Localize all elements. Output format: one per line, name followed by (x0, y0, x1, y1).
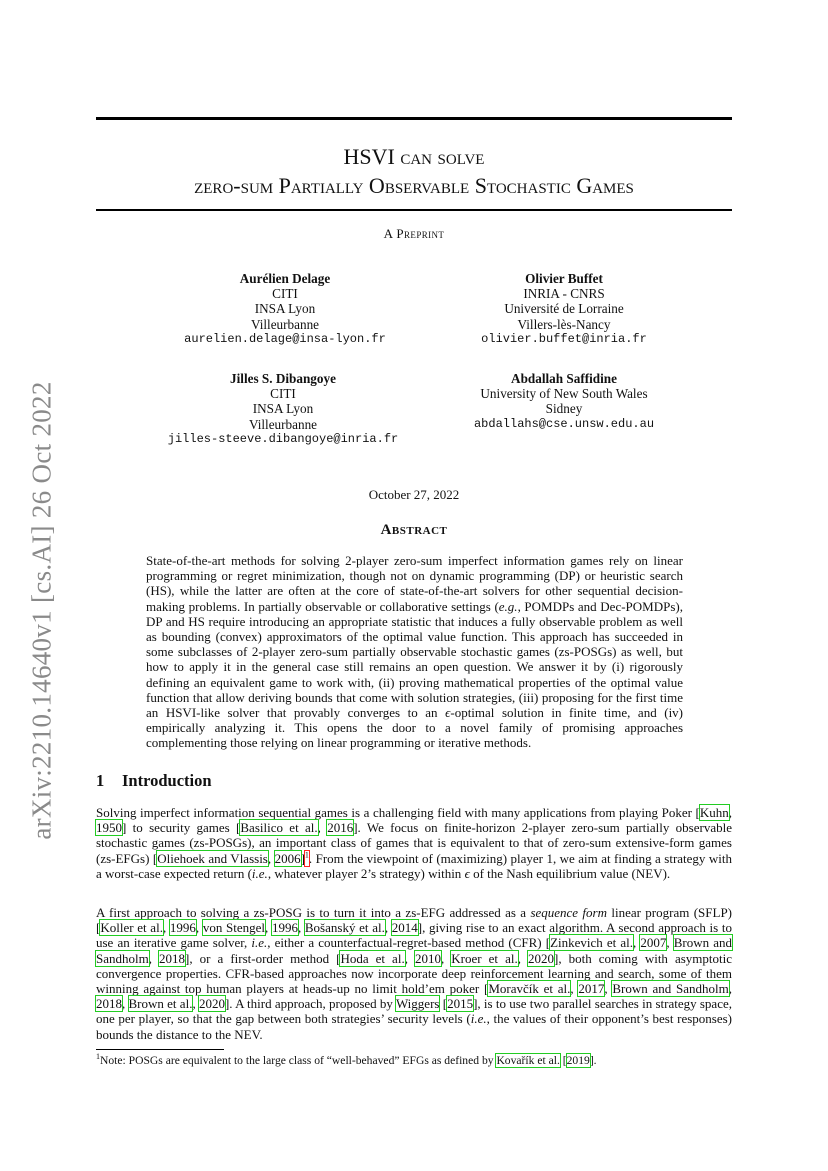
section-number: 1 (96, 771, 105, 790)
intro-paragraph-2: A first approach to solving a zs-POSG is to turn it into a zs-EFG addressed as a sequence form linear program (SFLP) [Koller et al., 1996, von Stengel, 1996, Bošanský et al., 2014], giving rise to an exact algorithm. A second approach is to use an iterative game solver, i.e., either a counterfactual-regret-based method (CFR) [Zinkevich et al., 2007, Brown and Sandholm, 2018], or a first-order method [Hoda et al., 2010, Kroer et al., 2020], both coming with asymptotic convergence properties. CFR-based approaches now incorporate deep reinforcement learning and search, some of them winning against top human players at heads-up no limit hold’em poker [Moravčík et al., 2017, Brown and Sandholm, 2018, Brown et al., 2020]. A third approach, proposed by Wiggers [2015], is to use two parallel searches in strategy space, one per player, so that the gap between both strategies’ security levels (i.e., the values of their opponent’s best responses) bounds the distance to the NEV. (96, 905, 733, 1042)
author-affiliation: INRIA - CNRS (523, 286, 605, 302)
citation-link[interactable]: Koller et al. (100, 920, 163, 936)
title-acronym: HSVI (343, 144, 395, 169)
citation-link[interactable]: 2010 (415, 950, 441, 966)
arxiv-side-stamp (22, 372, 62, 848)
citation-link[interactable]: Wiggers (395, 996, 440, 1012)
author-email: jilles-steeve.dibangoye@inria.fr (167, 431, 399, 446)
citation-link[interactable]: 2007 (640, 935, 667, 951)
citation-link[interactable]: Kuhn (699, 805, 729, 820)
author-block (462, 371, 666, 432)
citation-link[interactable]: Brown and Sandholm (96, 935, 733, 966)
title-top-rule (96, 117, 732, 120)
author-email: abdallahs@cse.unsw.edu.au (473, 416, 655, 431)
citation-link[interactable]: Brown et al. (128, 996, 193, 1012)
section-title: Introduction (122, 771, 212, 790)
author-block (170, 271, 400, 347)
author-affiliation: Villeurbanne (250, 316, 320, 332)
title-bottom-rule (96, 209, 732, 211)
citation-link[interactable]: Hoda et al. (340, 950, 405, 966)
citation-link[interactable]: Kovařík et al. (496, 1054, 560, 1067)
citation-link[interactable]: 2006 (274, 850, 301, 866)
citation-link[interactable]: Basilico et al. (240, 820, 318, 836)
citation-link[interactable]: Bošanský et al. (304, 920, 385, 936)
author-affiliation: Sidney (545, 401, 583, 417)
author-name: Jilles S. Dibangoye (230, 371, 336, 386)
citation-link[interactable]: 2018 (96, 996, 122, 1012)
citation-link[interactable]: 2018 (159, 950, 186, 966)
footnote-mark: 1 (96, 1052, 100, 1062)
citation-link[interactable]: Kroer et al. (451, 950, 518, 966)
author-affiliation: INSA Lyon (252, 401, 314, 417)
abstract-heading: Abstract (380, 522, 448, 538)
author-affiliation: INSA Lyon (254, 301, 316, 317)
author-name: Abdallah Saffidine (511, 371, 617, 386)
preprint-label: A Preprint (383, 226, 445, 241)
footnote: $^1$Note: POSGs are equivalent to the large class of “well-behaved” EFGs as defined by Kovařík et al. [2019]. (96, 1052, 597, 1067)
paper-date: October 27, 2022 (368, 487, 460, 502)
citation-link[interactable]: 1996 (169, 920, 196, 936)
arxiv-identifier: arXiv:2210.14640v1 [cs.AI] 26 Oct 2022 (26, 380, 57, 840)
citation-link[interactable]: 1996 (271, 920, 298, 936)
footnote-link[interactable]: 1 (305, 851, 309, 866)
author-affiliation: CITI (270, 386, 296, 402)
author-block (458, 271, 670, 347)
citation-link[interactable]: Moravčík et al. (488, 981, 571, 997)
citation-link[interactable]: Oliehoek and Vlassis (157, 850, 268, 866)
citation-link[interactable]: 2016 (327, 820, 354, 836)
citation-link[interactable]: Brown and Sandholm (612, 981, 729, 997)
author-affiliation: Villers-lès-Nancy (517, 316, 611, 332)
citation-link[interactable]: 2017 (578, 981, 605, 997)
footnote-rule (96, 1049, 224, 1050)
author-affiliation: Villeurbanne (248, 416, 318, 432)
author-email: olivier.buffet@inria.fr (481, 331, 647, 346)
author-name: Aurélien Delage (239, 271, 331, 286)
author-affiliation: Université de Lorraine (504, 301, 624, 317)
citation-link[interactable]: 1950 (96, 820, 122, 836)
author-block (150, 371, 416, 447)
citation-link[interactable]: von Stengel (202, 920, 266, 936)
author-email: aurelien.delage@insa-lyon.fr (184, 331, 386, 346)
title-line-1 (96, 142, 732, 171)
paper-title (96, 142, 732, 200)
citation-link[interactable]: 2015 (447, 996, 474, 1012)
citation-link[interactable]: 2019 (566, 1054, 590, 1067)
abstract-text: State-of-the-art methods for solving 2-player zero-sum imperfect information games rely on linear programming or regret minimization, though not on dynamic programming (DP) or heuristic search (HS), while the latter are often at the core of state-of-the-art solvers for other sequential decision-making problems. In partially observable or collaborative settings (e.g., POMDPs and Dec-POMDPs), DP and HS require introducing an appropriate statistic that induces a fully observable problem as well as bounding (convex) approximators of the optimal value function. This approach has succeeded in some subclasses of 2-player zero-sum partially observable stochastic games (zs-POSGs) as well, but how to apply it in the general case still remains an open question. We answer it by (i) rigorously defining an equivalent game to work with, (ii) proving mathematical properties of the optimal value function that allow deriving bounds that come with solution strategies, (iii) proposing for the first time an HSVI-like solver that provably converges to an ϵ-optimal solution in finite time, and (iv) empirically analyzing it. This opens the door to a novel family of promising approaches complementing those relying on linear programming or iterative methods. (146, 553, 684, 751)
citation-link[interactable]: 2014 (391, 920, 418, 936)
author-affiliation: University of New South Wales (480, 386, 648, 402)
intro-paragraph-1: Solving imperfect information sequential games is a challenging field with many applications from playing Poker [Kuhn, 1950] to security games [Basilico et al., 2016]. We focus on finite-horizon 2-player zero-sum partially observable stochastic games (zs-POSGs), an important class of games that is equivalent to that of zero-sum extensive-form games (zs-EFGs) [Oliehoek and Vlassis, 2006]$^1$. From the viewpoint of (maximizing) player 1, we aim at finding a strategy with a worst-case expected return (i.e., whatever player 2’s strategy) within ϵ of the Nash equilibrium value (NEV). (96, 805, 732, 881)
citation-link[interactable]: 2020 (198, 996, 225, 1012)
citation-link[interactable]: Zinkevich et al. (550, 935, 634, 951)
title-line-2: zero-sum Partially Observable Stochastic Games (194, 173, 634, 198)
citation-link[interactable]: 2020 (528, 950, 555, 966)
title-line-1-rest: can solve (394, 144, 485, 169)
section-heading (96, 771, 212, 791)
author-name: Olivier Buffet (525, 271, 603, 286)
author-affiliation: CITI (272, 286, 298, 302)
